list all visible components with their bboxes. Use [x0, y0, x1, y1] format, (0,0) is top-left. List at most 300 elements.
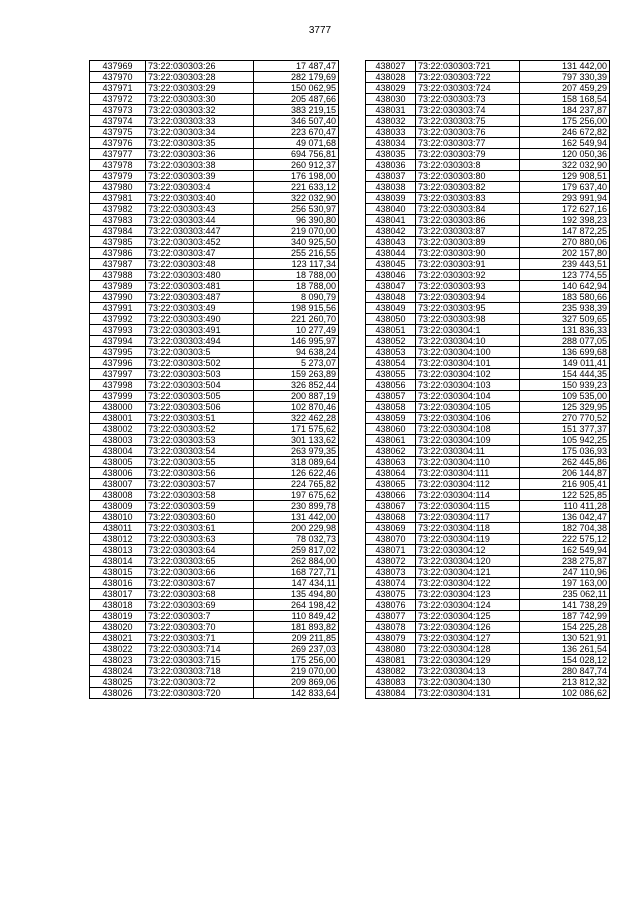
table-row	[90, 556, 339, 567]
record-number-cell: 437973	[90, 105, 146, 116]
table-row	[366, 138, 610, 149]
record-number-cell: 438061	[366, 435, 416, 446]
table-row	[366, 611, 610, 622]
value-cell: 18 788,00	[254, 281, 339, 292]
value-cell: 168 727,71	[254, 567, 339, 578]
cadastral-number-cell: 73:22:030303:89	[416, 237, 520, 248]
value-cell: 179 637,40	[520, 182, 610, 193]
record-number-cell: 438010	[90, 512, 146, 523]
table-row	[90, 171, 339, 182]
table-row	[366, 633, 610, 644]
cadastral-number-cell: 73:22:030304:128	[416, 644, 520, 655]
table-row	[90, 479, 339, 490]
cadastral-number-cell: 73:22:030303:47	[146, 248, 254, 259]
value-cell: 136 042,47	[520, 512, 610, 523]
table-row	[90, 600, 339, 611]
value-cell: 150 939,23	[520, 380, 610, 391]
value-cell: 207 459,29	[520, 83, 610, 94]
cadastral-number-cell: 73:22:030304:120	[416, 556, 520, 567]
table-row	[366, 512, 610, 523]
table-row	[366, 655, 610, 666]
cadastral-number-cell: 73:22:030303:70	[146, 622, 254, 633]
value-cell: 216 905,41	[520, 479, 610, 490]
value-cell: 159 263,89	[254, 369, 339, 380]
value-cell: 247 110,96	[520, 567, 610, 578]
value-cell: 301 133,62	[254, 435, 339, 446]
registry-table-right	[365, 60, 610, 699]
cadastral-number-cell: 73:22:030303:481	[146, 281, 254, 292]
cadastral-number-cell: 73:22:030304:129	[416, 655, 520, 666]
value-cell: 8 090,79	[254, 292, 339, 303]
table-row	[90, 512, 339, 523]
table-row	[366, 171, 610, 182]
record-number-cell: 437989	[90, 281, 146, 292]
record-number-cell: 437996	[90, 358, 146, 369]
value-cell: 96 390,80	[254, 215, 339, 226]
table-row	[90, 303, 339, 314]
cadastral-number-cell: 73:22:030303:83	[416, 193, 520, 204]
value-cell: 136 261,54	[520, 644, 610, 655]
cadastral-number-cell: 73:22:030303:44	[146, 215, 254, 226]
record-number-cell: 438060	[366, 424, 416, 435]
cadastral-number-cell: 73:22:030304:11	[416, 446, 520, 457]
value-cell: 221 633,12	[254, 182, 339, 193]
record-number-cell: 437971	[90, 83, 146, 94]
record-number-cell: 438025	[90, 677, 146, 688]
record-number-cell: 438020	[90, 622, 146, 633]
table-row	[366, 83, 610, 94]
record-number-cell: 438000	[90, 402, 146, 413]
table-row	[366, 589, 610, 600]
cadastral-number-cell: 73:22:030303:722	[416, 72, 520, 83]
table-row	[366, 182, 610, 193]
cadastral-number-cell: 73:22:030304:105	[416, 402, 520, 413]
table-row	[366, 677, 610, 688]
table-row	[90, 226, 339, 237]
cadastral-number-cell: 73:22:030303:721	[416, 61, 520, 72]
table-row	[90, 94, 339, 105]
value-cell: 256 530,97	[254, 204, 339, 215]
value-cell: 18 788,00	[254, 270, 339, 281]
record-number-cell: 438028	[366, 72, 416, 83]
value-cell: 270 770,52	[520, 413, 610, 424]
table-row	[90, 413, 339, 424]
table-row	[366, 369, 610, 380]
table-row	[366, 94, 610, 105]
record-number-cell: 437997	[90, 369, 146, 380]
table-row	[90, 160, 339, 171]
cadastral-number-cell: 73:22:030303:494	[146, 336, 254, 347]
cadastral-number-cell: 73:22:030303:32	[146, 105, 254, 116]
cadastral-number-cell: 73:22:030303:38	[146, 160, 254, 171]
cadastral-number-cell: 73:22:030303:504	[146, 380, 254, 391]
cadastral-number-cell: 73:22:030303:84	[416, 204, 520, 215]
cadastral-number-cell: 73:22:030303:53	[146, 435, 254, 446]
value-cell: 197 675,62	[254, 490, 339, 501]
value-cell: 293 991,94	[520, 193, 610, 204]
table-row	[366, 116, 610, 127]
value-cell: 187 742,99	[520, 611, 610, 622]
cadastral-number-cell: 73:22:030304:12	[416, 545, 520, 556]
record-number-cell: 437999	[90, 391, 146, 402]
table-row	[366, 248, 610, 259]
table-row	[366, 259, 610, 270]
record-number-cell: 438068	[366, 512, 416, 523]
cadastral-number-cell: 73:22:030303:76	[416, 127, 520, 138]
cadastral-number-cell: 73:22:030303:55	[146, 457, 254, 468]
cadastral-number-cell: 73:22:030303:74	[416, 105, 520, 116]
value-cell: 120 050,36	[520, 149, 610, 160]
table-row	[366, 545, 610, 556]
cadastral-number-cell: 73:22:030303:26	[146, 61, 254, 72]
record-number-cell: 438057	[366, 391, 416, 402]
cadastral-number-cell: 73:22:030303:72	[146, 677, 254, 688]
cadastral-number-cell: 73:22:030303:49	[146, 303, 254, 314]
cadastral-number-cell: 73:22:030303:48	[146, 259, 254, 270]
record-number-cell: 438051	[366, 325, 416, 336]
record-number-cell: 438049	[366, 303, 416, 314]
record-number-cell: 438038	[366, 182, 416, 193]
value-cell: 262 884,00	[254, 556, 339, 567]
record-number-cell: 438048	[366, 292, 416, 303]
record-number-cell: 438004	[90, 446, 146, 457]
value-cell: 147 872,25	[520, 226, 610, 237]
cadastral-number-cell: 73:22:030303:502	[146, 358, 254, 369]
cadastral-number-cell: 73:22:030303:77	[416, 138, 520, 149]
cadastral-number-cell: 73:22:030304:106	[416, 413, 520, 424]
table-row	[90, 424, 339, 435]
value-cell: 383 219,15	[254, 105, 339, 116]
cadastral-number-cell: 73:22:030303:57	[146, 479, 254, 490]
cadastral-number-cell: 73:22:030303:7	[146, 611, 254, 622]
cadastral-number-cell: 73:22:030303:30	[146, 94, 254, 105]
table-row	[90, 149, 339, 160]
table-row	[90, 325, 339, 336]
record-number-cell: 438005	[90, 457, 146, 468]
table-row	[90, 105, 339, 116]
value-cell: 131 442,00	[254, 512, 339, 523]
table-row	[90, 358, 339, 369]
table-row	[90, 391, 339, 402]
record-number-cell: 438040	[366, 204, 416, 215]
cadastral-number-cell: 73:22:030303:67	[146, 578, 254, 589]
cadastral-number-cell: 73:22:030304:100	[416, 347, 520, 358]
record-number-cell: 438017	[90, 589, 146, 600]
record-number-cell: 438042	[366, 226, 416, 237]
page-number: 3777	[308, 25, 332, 36]
value-cell: 205 487,66	[254, 94, 339, 105]
value-cell: 176 198,00	[254, 171, 339, 182]
record-number-cell: 437988	[90, 270, 146, 281]
cadastral-number-cell: 73:22:030303:79	[416, 149, 520, 160]
record-number-cell: 438024	[90, 666, 146, 677]
value-cell: 200 229,98	[254, 523, 339, 534]
record-number-cell: 437984	[90, 226, 146, 237]
value-cell: 183 580,66	[520, 292, 610, 303]
value-cell: 192 398,23	[520, 215, 610, 226]
cadastral-number-cell: 73:22:030303:63	[146, 534, 254, 545]
record-number-cell: 438043	[366, 237, 416, 248]
table-row	[366, 215, 610, 226]
cadastral-number-cell: 73:22:030304:104	[416, 391, 520, 402]
record-number-cell: 437977	[90, 149, 146, 160]
table-row	[366, 534, 610, 545]
table-row	[90, 369, 339, 380]
table-row	[90, 138, 339, 149]
record-number-cell: 438039	[366, 193, 416, 204]
table-row	[366, 61, 610, 72]
table-row	[366, 358, 610, 369]
record-number-cell: 438067	[366, 501, 416, 512]
record-number-cell: 438066	[366, 490, 416, 501]
value-cell: 322 032,90	[520, 160, 610, 171]
value-cell: 171 575,62	[254, 424, 339, 435]
value-cell: 209 211,85	[254, 633, 339, 644]
table-row	[90, 611, 339, 622]
value-cell: 221 260,70	[254, 314, 339, 325]
cadastral-number-cell: 73:22:030303:94	[416, 292, 520, 303]
record-number-cell: 438016	[90, 578, 146, 589]
cadastral-number-cell: 73:22:030303:491	[146, 325, 254, 336]
value-cell: 142 833,64	[254, 688, 339, 699]
table-row	[366, 402, 610, 413]
record-number-cell: 437982	[90, 204, 146, 215]
record-number-cell: 438001	[90, 413, 146, 424]
value-cell: 131 836,33	[520, 325, 610, 336]
table-row	[366, 193, 610, 204]
cadastral-number-cell: 73:22:030304:114	[416, 490, 520, 501]
table-row	[366, 226, 610, 237]
cadastral-number-cell: 73:22:030303:69	[146, 600, 254, 611]
cadastral-number-cell: 73:22:030304:121	[416, 567, 520, 578]
registry-table-left	[89, 60, 339, 699]
record-number-cell: 438083	[366, 677, 416, 688]
record-number-cell: 437978	[90, 160, 146, 171]
cadastral-number-cell: 73:22:030303:71	[146, 633, 254, 644]
table-row	[90, 259, 339, 270]
table-row	[366, 666, 610, 677]
table-row	[366, 149, 610, 160]
table-row	[90, 270, 339, 281]
cadastral-number-cell: 73:22:030303:93	[416, 281, 520, 292]
table-row	[90, 127, 339, 138]
record-number-cell: 437985	[90, 237, 146, 248]
cadastral-number-cell: 73:22:030303:80	[416, 171, 520, 182]
record-number-cell: 438041	[366, 215, 416, 226]
cadastral-number-cell: 73:22:030303:98	[416, 314, 520, 325]
value-cell: 125 329,95	[520, 402, 610, 413]
value-cell: 154 028,12	[520, 655, 610, 666]
record-number-cell: 437969	[90, 61, 146, 72]
table-row	[366, 105, 610, 116]
cadastral-number-cell: 73:22:030304:125	[416, 611, 520, 622]
value-cell: 326 852,44	[254, 380, 339, 391]
value-cell: 322 462,28	[254, 413, 339, 424]
record-number-cell: 438019	[90, 611, 146, 622]
record-number-cell: 438080	[366, 644, 416, 655]
record-number-cell: 438070	[366, 534, 416, 545]
cadastral-number-cell: 73:22:030304:118	[416, 523, 520, 534]
record-number-cell: 438006	[90, 468, 146, 479]
table-row	[90, 468, 339, 479]
record-number-cell: 438064	[366, 468, 416, 479]
cadastral-number-cell: 73:22:030303:54	[146, 446, 254, 457]
record-number-cell: 438009	[90, 501, 146, 512]
record-number-cell: 438050	[366, 314, 416, 325]
table-row	[366, 446, 610, 457]
record-number-cell: 437975	[90, 127, 146, 138]
cadastral-number-cell: 73:22:030304:10	[416, 336, 520, 347]
value-cell: 130 521,91	[520, 633, 610, 644]
cadastral-number-cell: 73:22:030304:112	[416, 479, 520, 490]
value-cell: 219 070,00	[254, 226, 339, 237]
value-cell: 282 179,69	[254, 72, 339, 83]
record-number-cell: 438037	[366, 171, 416, 182]
record-number-cell: 438082	[366, 666, 416, 677]
table-row	[366, 303, 610, 314]
record-number-cell: 438021	[90, 633, 146, 644]
cadastral-number-cell: 73:22:030303:506	[146, 402, 254, 413]
record-number-cell: 438046	[366, 270, 416, 281]
cadastral-number-cell: 73:22:030303:52	[146, 424, 254, 435]
cadastral-number-cell: 73:22:030304:126	[416, 622, 520, 633]
cadastral-number-cell: 73:22:030303:35	[146, 138, 254, 149]
record-number-cell: 438074	[366, 578, 416, 589]
table-row	[90, 490, 339, 501]
value-cell: 175 256,00	[254, 655, 339, 666]
record-number-cell: 438013	[90, 545, 146, 556]
table-row	[366, 413, 610, 424]
value-cell: 147 434,11	[254, 578, 339, 589]
table-row	[366, 523, 610, 534]
record-number-cell: 438008	[90, 490, 146, 501]
cadastral-number-cell: 73:22:030303:92	[416, 270, 520, 281]
cadastral-number-cell: 73:22:030303:447	[146, 226, 254, 237]
record-number-cell: 438084	[366, 688, 416, 699]
value-cell: 123 774,55	[520, 270, 610, 281]
record-number-cell: 438015	[90, 567, 146, 578]
cadastral-number-cell: 73:22:030304:115	[416, 501, 520, 512]
record-number-cell: 438077	[366, 611, 416, 622]
value-cell: 694 756,81	[254, 149, 339, 160]
record-number-cell: 438073	[366, 567, 416, 578]
value-cell: 175 036,93	[520, 446, 610, 457]
cadastral-number-cell: 73:22:030303:73	[416, 94, 520, 105]
cadastral-number-cell: 73:22:030303:8	[416, 160, 520, 171]
table-row	[366, 556, 610, 567]
value-cell: 206 144,87	[520, 468, 610, 479]
value-cell: 102 870,46	[254, 402, 339, 413]
value-cell: 110 849,42	[254, 611, 339, 622]
record-number-cell: 438027	[366, 61, 416, 72]
value-cell: 162 549,94	[520, 138, 610, 149]
table-row	[90, 61, 339, 72]
record-number-cell: 437987	[90, 259, 146, 270]
cadastral-number-cell: 73:22:030303:33	[146, 116, 254, 127]
table-row	[366, 127, 610, 138]
value-cell: 239 443,51	[520, 259, 610, 270]
value-cell: 259 817,02	[254, 545, 339, 556]
value-cell: 184 237,87	[520, 105, 610, 116]
cadastral-number-cell: 73:22:030303:58	[146, 490, 254, 501]
value-cell: 260 912,37	[254, 160, 339, 171]
cadastral-number-cell: 73:22:030303:65	[146, 556, 254, 567]
cadastral-number-cell: 73:22:030303:95	[416, 303, 520, 314]
value-cell: 105 942,25	[520, 435, 610, 446]
cadastral-number-cell: 73:22:030303:40	[146, 193, 254, 204]
record-number-cell: 438069	[366, 523, 416, 534]
cadastral-number-cell: 73:22:030304:117	[416, 512, 520, 523]
cadastral-number-cell: 73:22:030304:1	[416, 325, 520, 336]
table-row	[366, 204, 610, 215]
value-cell: 219 070,00	[254, 666, 339, 677]
record-number-cell: 437976	[90, 138, 146, 149]
record-number-cell: 438035	[366, 149, 416, 160]
value-cell: 209 869,06	[254, 677, 339, 688]
record-number-cell: 438012	[90, 534, 146, 545]
value-cell: 280 847,74	[520, 666, 610, 677]
record-number-cell: 438058	[366, 402, 416, 413]
table-row	[366, 336, 610, 347]
cadastral-number-cell: 73:22:030303:720	[146, 688, 254, 699]
cadastral-number-cell: 73:22:030303:60	[146, 512, 254, 523]
record-number-cell: 437995	[90, 347, 146, 358]
cadastral-number-cell: 73:22:030303:718	[146, 666, 254, 677]
value-cell: 269 237,03	[254, 644, 339, 655]
table-row	[366, 325, 610, 336]
value-cell: 223 670,47	[254, 127, 339, 138]
record-number-cell: 438075	[366, 589, 416, 600]
table-row	[90, 380, 339, 391]
value-cell: 150 062,95	[254, 83, 339, 94]
record-number-cell: 438056	[366, 380, 416, 391]
cadastral-number-cell: 73:22:030304:122	[416, 578, 520, 589]
record-number-cell: 437992	[90, 314, 146, 325]
cadastral-number-cell: 73:22:030303:36	[146, 149, 254, 160]
value-cell: 327 509,65	[520, 314, 610, 325]
value-cell: 318 089,64	[254, 457, 339, 468]
value-cell: 146 995,97	[254, 336, 339, 347]
record-number-cell: 438032	[366, 116, 416, 127]
table-row	[366, 270, 610, 281]
value-cell: 5 273,07	[254, 358, 339, 369]
table-row	[366, 160, 610, 171]
record-number-cell: 438029	[366, 83, 416, 94]
value-cell: 78 032,73	[254, 534, 339, 545]
value-cell: 238 275,87	[520, 556, 610, 567]
value-cell: 140 642,94	[520, 281, 610, 292]
value-cell: 136 699,68	[520, 347, 610, 358]
value-cell: 255 216,55	[254, 248, 339, 259]
table-row	[90, 578, 339, 589]
table-row	[90, 457, 339, 468]
table-row	[90, 666, 339, 677]
value-cell: 102 086,62	[520, 688, 610, 699]
value-cell: 94 638,24	[254, 347, 339, 358]
cadastral-number-cell: 73:22:030304:109	[416, 435, 520, 446]
table-row	[90, 644, 339, 655]
value-cell: 49 071,68	[254, 138, 339, 149]
cadastral-number-cell: 73:22:030304:101	[416, 358, 520, 369]
value-cell: 213 812,32	[520, 677, 610, 688]
table-row	[366, 501, 610, 512]
table-row	[90, 116, 339, 127]
table-row	[366, 578, 610, 589]
record-number-cell: 438062	[366, 446, 416, 457]
cadastral-number-cell: 73:22:030304:108	[416, 424, 520, 435]
value-cell: 246 672,82	[520, 127, 610, 138]
record-number-cell: 438063	[366, 457, 416, 468]
